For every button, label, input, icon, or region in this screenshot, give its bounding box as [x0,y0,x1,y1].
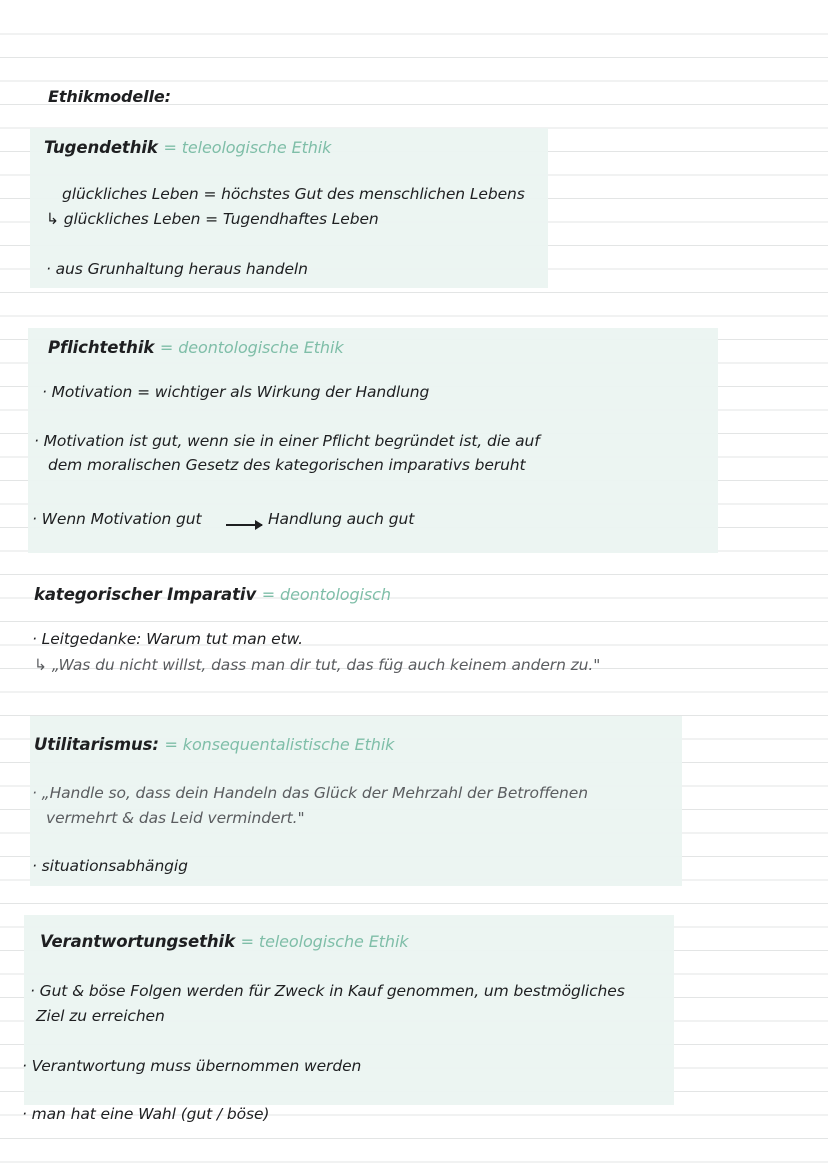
imperativ-line-2-row [34,657,600,675]
verantwortungsethik-heading: Verantwortungsethik [40,932,235,951]
pflichtethik-heading: Pflichtethik [48,338,155,357]
verantwortungsethik-line-2: Ziel zu erreichen [36,1007,165,1025]
pflichtethik-line-3: dem moralischen Gesetz des kategorischen imparativs beruht [48,456,526,474]
pflichtethik-line-2: · Motivation ist gut, wenn sie in einer Pflicht begründet ist, die auf [34,432,540,450]
tugendethik-heading-row [44,139,331,158]
utilitarismus-line-3: · situationsabhängig [32,857,188,875]
utilitarismus-heading: Utilitarismus: [34,735,159,754]
verantwortungsethik-heading-row [40,933,408,952]
tugendethik-line-2-row [46,211,379,229]
tugendethik-line-3: · aus Grunhaltung heraus handeln [46,260,308,278]
verantwortungsethik-definition: = teleologische Ethik [240,932,409,951]
utilitarismus-definition: = konsequentalistische Ethik [164,735,395,754]
verantwortungsethik-line-1: · Gut & böse Folgen werden für Zweck in Kauf genommen, um bestmögliches [30,982,625,1000]
imperativ-quote: „Was du nicht willst, dass man dir tut, das füg auch keinem andern zu." [51,656,601,674]
page-title: Ethikmodelle: [48,87,171,106]
utilitarismus-line-2: vermehrt & das Leid vermindert." [46,809,305,827]
pflichtethik-line-1: · Motivation = wichtiger als Wirkung der Handlung [42,383,430,401]
utilitarismus-heading-row [34,736,394,755]
pflichtethik-line-5: Handlung auch gut [268,510,415,528]
imperativ-heading-row [34,586,391,605]
tugendethik-line-1: glückliches Leben = höchstes Gut des menschlichen Lebens [62,185,525,203]
verantwortungsethik-line-3: · Verantwortung muss übernommen werden [22,1057,362,1075]
sub-arrow-icon: ↳ [34,656,47,674]
imperativ-definition: = deontologisch [261,585,391,604]
utilitarismus-line-1: · „Handle so, dass dein Handeln das Glück der Mehrzahl der Betroffenen [32,784,588,802]
verantwortungsethik-line-4: · man hat eine Wahl (gut / böse) [22,1105,270,1123]
tugendethik-heading: Tugendethik [44,138,158,157]
arrow-right-icon [226,524,262,526]
pflichtethik-definition: = deontologische Ethik [159,338,344,357]
pflichtethik-heading-row [48,339,343,358]
tugendethik-definition: = teleologische Ethik [163,138,332,157]
tugendethik-line-2: glückliches Leben = Tugendhaftes Leben [63,210,379,228]
imperativ-line-1: · Leitgedanke: Warum tut man etw. [32,630,303,648]
pflichtethik-line-4: · Wenn Motivation gut [32,510,202,528]
sub-arrow-icon: ↳ [46,210,59,228]
imperativ-heading: kategorischer Imparativ [34,585,257,604]
